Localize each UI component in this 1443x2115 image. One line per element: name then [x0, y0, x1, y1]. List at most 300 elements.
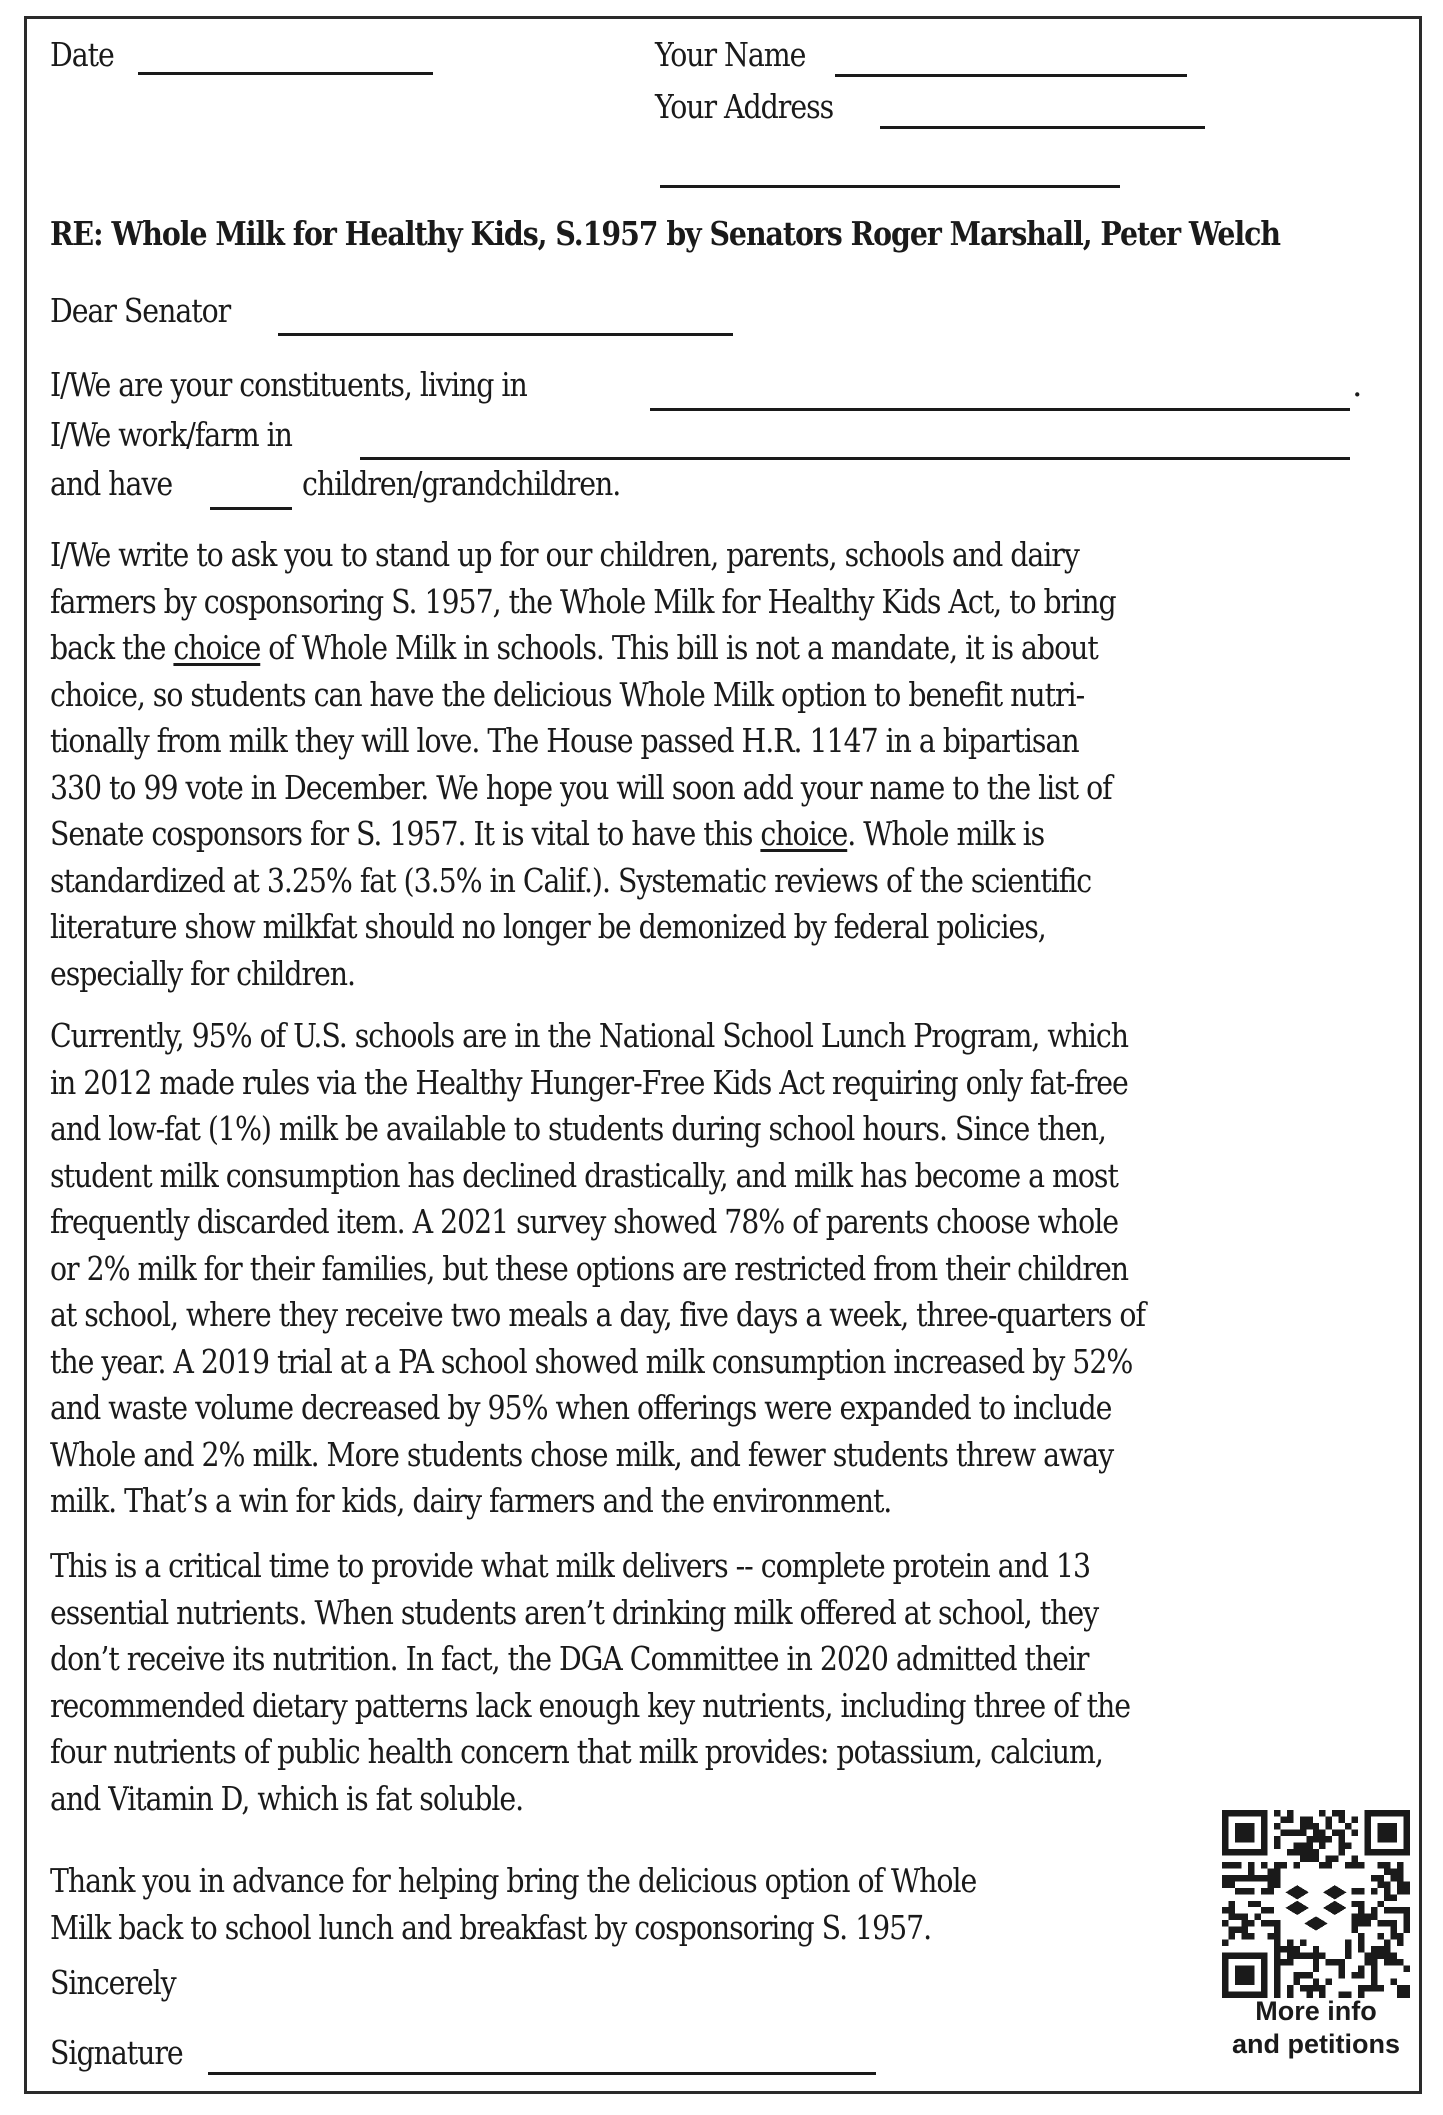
text-run: of Whole Milk in schools. This bill is not a mandate, it is about: [260, 628, 1098, 667]
qr-module: [1267, 1888, 1273, 1894]
qr-module: [1235, 1875, 1241, 1881]
your-name-field[interactable]: [835, 74, 1187, 77]
qr-module: [1248, 1875, 1254, 1881]
qr-module: [1326, 1816, 1332, 1822]
qr-module: [1241, 1888, 1247, 1894]
qr-module: [1352, 1927, 1358, 1933]
qr-module: [1222, 1875, 1228, 1881]
text-line: standardized at 3.25% fat (3.5% in Calif.). Systematic reviews of the scientific: [50, 860, 1092, 900]
qr-module: [1391, 1894, 1397, 1900]
qr-module: [1228, 1881, 1234, 1887]
qr-module: [1378, 1985, 1384, 1991]
qr-module: [1274, 1966, 1280, 1972]
your-name-label: Your Name: [655, 35, 806, 74]
qr-module: [1313, 1855, 1319, 1861]
qr-caption-line1: More info: [1255, 1996, 1377, 2026]
qr-module: [1235, 1966, 1254, 1985]
qr-module: [1352, 1972, 1358, 1978]
qr-module: [1391, 1933, 1397, 1939]
salutation: Dear Senator: [50, 291, 231, 330]
qr-module: [1378, 1933, 1384, 1939]
qr-module: [1326, 1979, 1332, 1985]
qr-module: [1235, 1862, 1241, 1868]
qr-module: [1404, 1927, 1410, 1933]
qr-module: [1378, 1953, 1384, 1959]
qr-module: [1306, 1842, 1312, 1848]
qr-module: [1267, 1907, 1273, 1913]
qr-module: [1274, 1920, 1280, 1926]
qr-module: [1267, 1933, 1273, 1939]
text-line: and Vitamin D, which is fat soluble.: [50, 1778, 524, 1818]
qr-module: [1306, 1849, 1312, 1855]
qr-module: [1287, 1810, 1293, 1816]
qr-module: [1254, 1914, 1260, 1920]
qr-module: [1378, 1881, 1384, 1887]
text-line: literature show milkfat should no longer be demonized by federal policies,: [50, 907, 1046, 946]
qr-module: [1326, 1862, 1332, 1868]
text-line: don’t receive its nutrition. In fact, the DGA Committee in 2020 admitted their: [50, 1639, 1089, 1678]
qr-module: [1274, 1862, 1280, 1868]
qr-module: [1241, 1875, 1247, 1881]
qr-module: [1371, 1972, 1377, 1978]
qr-module: [1384, 1888, 1390, 1894]
qr-module: [1397, 1907, 1403, 1913]
text-line: Whole and 2% milk. More students chose milk, and fewer students threw away: [50, 1434, 1114, 1474]
date-field[interactable]: [138, 72, 433, 75]
qr-module: [1378, 1862, 1384, 1868]
qr-module: [1280, 1829, 1286, 1835]
qr-module: [1313, 1959, 1319, 1965]
qr-module: [1397, 1881, 1403, 1887]
qr-module: [1384, 1959, 1390, 1965]
qr-module: [1371, 1985, 1377, 1991]
qr-module: [1254, 1901, 1260, 1907]
text-run: Senate cosponsors for S. 1957. It is vital to have this: [50, 814, 761, 853]
qr-module: [1300, 1985, 1306, 1991]
qr-module: [1293, 1979, 1299, 1985]
qr-module: [1384, 1946, 1390, 1952]
qr-module: [1293, 1842, 1299, 1848]
qr-module: [1300, 1953, 1306, 1959]
qr-module: [1313, 1823, 1319, 1829]
qr-module: [1352, 1888, 1358, 1894]
text-line: Milk back to school lunch and breakfast by cosponsoring S. 1957.: [50, 1907, 932, 1947]
text-line: milk. That’s a win for kids, dairy farmers and the environment.: [50, 1481, 892, 1520]
qr-module: [1274, 1810, 1280, 1816]
qr-module: [1397, 1888, 1403, 1894]
qr-module: [1404, 1966, 1410, 1972]
emphasis-choice: choice: [760, 814, 848, 853]
qr-module: [1300, 1940, 1306, 1946]
qr-module: [1300, 1842, 1306, 1848]
qr-module: [1391, 1907, 1397, 1913]
text-line: or 2% milk for their families, but these options are restricted from their children: [50, 1248, 1128, 1288]
qr-module: [1397, 1959, 1403, 1965]
qr-module: [1404, 1907, 1410, 1913]
qr-module: [1274, 1985, 1280, 1991]
qr-module: [1267, 1875, 1273, 1881]
qr-module: [1345, 1823, 1351, 1829]
qr-module: [1306, 1953, 1312, 1959]
qr-module: [1404, 1920, 1410, 1926]
text-line: student milk consumption has declined drastically, and milk has become a most: [50, 1155, 1118, 1195]
qr-module: [1261, 1907, 1267, 1913]
work-farm-field[interactable]: [360, 457, 1350, 460]
qr-module: [1339, 1836, 1345, 1842]
qr-module: [1378, 1875, 1384, 1881]
qr-module: [1358, 1940, 1364, 1946]
qr-module: [1228, 1862, 1234, 1868]
intro-children-text: children/grandchildren.: [302, 464, 621, 503]
qr-module: [1274, 1940, 1280, 1946]
qr-module: [1391, 1979, 1397, 1985]
qr-module: [1365, 1914, 1371, 1920]
qr-module: [1287, 1953, 1293, 1959]
qr-module: [1352, 1901, 1358, 1907]
qr-module: [1326, 1959, 1332, 1965]
subject-line: RE: Whole Milk for Healthy Kids, S.1957 by Senators Roger Marshall, Peter Welch: [50, 214, 1281, 253]
qr-module: [1358, 1901, 1364, 1907]
qr-module: [1293, 1849, 1299, 1855]
qr-module: [1280, 1816, 1286, 1822]
qr-module: [1391, 1868, 1397, 1874]
qr-module: [1300, 1972, 1306, 1978]
qr-module: [1345, 1953, 1351, 1959]
text-line: Currently, 95% of U.S. schools are in the National School Lunch Program, which: [50, 1016, 1129, 1055]
qr-module: [1358, 1862, 1364, 1868]
qr-module: [1274, 1836, 1280, 1842]
qr-module: [1280, 1959, 1286, 1965]
qr-module: [1404, 1914, 1410, 1920]
qr-module: [1300, 1816, 1306, 1822]
qr-module: [1274, 1953, 1280, 1959]
your-address-label: Your Address: [655, 87, 834, 126]
qr-module: [1397, 1985, 1403, 1991]
qr-module: [1267, 1881, 1273, 1887]
closing: Sincerely: [50, 1963, 176, 2002]
qr-module: [1332, 1829, 1338, 1835]
qr-module: [1326, 1855, 1332, 1861]
qr-module: [1300, 1823, 1306, 1829]
qr-module: [1287, 1946, 1293, 1952]
your-address-field[interactable]: [880, 126, 1205, 129]
qr-module: [1241, 1920, 1247, 1926]
qr-module: [1332, 1855, 1338, 1861]
qr-module: [1378, 1946, 1384, 1952]
qr-module: [1293, 1829, 1299, 1835]
text-line: [50, 625, 1443, 672]
qr-module: [1248, 1888, 1254, 1894]
qr-module: [1274, 1959, 1280, 1965]
qr-module: [1371, 1914, 1377, 1920]
text-line: and low-fat (1%) milk be available to students during school hours. Since then,: [50, 1109, 1106, 1148]
qr-module: [1358, 1946, 1364, 1952]
qr-module: [1404, 1888, 1410, 1894]
qr-module: [1332, 1810, 1338, 1816]
qr-module: [1248, 1862, 1254, 1868]
qr-module: [1274, 1881, 1280, 1887]
qr-module: [1371, 1979, 1377, 1985]
qr-module: [1319, 1829, 1325, 1835]
qr-module: [1248, 1933, 1254, 1939]
qr-module: [1384, 1868, 1390, 1874]
qr-module: [1391, 1927, 1397, 1933]
qr-module: [1222, 1920, 1228, 1926]
text-line: [50, 811, 1443, 858]
qr-module: [1306, 1823, 1312, 1829]
qr-module: [1300, 1829, 1306, 1835]
qr-module: [1371, 1907, 1377, 1913]
qr-module: [1228, 1933, 1234, 1939]
qr-module: [1300, 1849, 1306, 1855]
text-line: frequently discarded item. A 2021 survey showed 78% of parents choose whole: [50, 1202, 1119, 1241]
qr-module: [1280, 1946, 1286, 1952]
qr-module: [1241, 1933, 1247, 1939]
qr-module: [1358, 1985, 1364, 1991]
text-line: the year. A 2019 trial at a PA school showed milk consumption increased by 52%: [50, 1341, 1133, 1381]
text-line: Thank you in advance for helping bring the delicious option of Whole: [50, 1861, 977, 1900]
qr-module: [1358, 1920, 1364, 1926]
qr-module: [1358, 1888, 1364, 1894]
qr-module: [1397, 1940, 1403, 1946]
qr-module: [1391, 1875, 1397, 1881]
qr-module: [1358, 1914, 1364, 1920]
qr-module: [1261, 1862, 1267, 1868]
qr-module: [1274, 1972, 1280, 1978]
qr-module: [1326, 1823, 1332, 1829]
qr-module: [1235, 1888, 1241, 1894]
qr-module: [1397, 1933, 1403, 1939]
qr-module: [1339, 1842, 1345, 1848]
text-run: back the: [50, 628, 174, 667]
qr-module: [1228, 1927, 1234, 1933]
qr-module: [1352, 1855, 1358, 1861]
qr-module: [1287, 1985, 1293, 1991]
intro-living-text: I/We are your constituents, living in: [50, 365, 527, 404]
qr-module: [1274, 1842, 1280, 1848]
paragraph-request: [50, 532, 1443, 997]
qr-module: [1248, 1920, 1254, 1926]
qr-module: [1313, 1946, 1319, 1952]
qr-module: [1280, 1862, 1286, 1868]
qr-caption-line2: and petitions: [1232, 2029, 1400, 2059]
qr-module: [1313, 1849, 1319, 1855]
qr-module: [1345, 1946, 1351, 1952]
qr-module: [1313, 1829, 1319, 1835]
qr-module: [1300, 1855, 1306, 1861]
children-count-field[interactable]: [210, 507, 292, 510]
text-line: recommended dietary patterns lack enough key nutrients, including three of the: [50, 1685, 1131, 1725]
qr-module: [1313, 1966, 1319, 1972]
qr-module: [1241, 1914, 1247, 1920]
qr-module: [1339, 1816, 1345, 1822]
qr-module: [1261, 1875, 1267, 1881]
qr-module: [1293, 1946, 1299, 1952]
qr-module: [1391, 1920, 1397, 1926]
text-line: I/We write to ask you to stand up for our children, parents, schools and dairy: [50, 535, 1079, 574]
qr-module: [1293, 1862, 1299, 1868]
text-line: especially for children.: [50, 953, 355, 993]
qr-module: [1404, 1881, 1410, 1887]
qr-module: [1358, 1972, 1364, 1978]
qr-module: [1378, 1823, 1397, 1842]
text-line: in 2012 made rules via the Healthy Hunger-Free Kids Act requiring only fat-free: [50, 1062, 1128, 1102]
qr-module: [1287, 1829, 1293, 1835]
qr-module: [1365, 1985, 1371, 1991]
qr-module: [1319, 1810, 1325, 1816]
qr-module: [1339, 1966, 1345, 1972]
text-line: four nutrients of public health concern that milk provides: potassium, calcium,: [50, 1732, 1103, 1771]
qr-module: [1319, 1953, 1325, 1959]
signature-label: Signature: [50, 2033, 183, 2072]
qr-module: [1352, 1920, 1358, 1926]
qr-module: [1293, 1972, 1299, 1978]
qr-module: [1306, 1855, 1312, 1861]
qr-module: [1404, 1985, 1410, 1991]
text-line: 330 to 99 vote in December. We hope you will soon add your name to the list of: [50, 767, 1112, 807]
qr-module: [1235, 1914, 1241, 1920]
text-line: tionally from milk they will love. The House passed H.R. 1147 in a bipartisan: [50, 721, 1079, 760]
qr-module: [1352, 1829, 1358, 1835]
qr-code[interactable]: [1222, 1810, 1410, 1998]
qr-module: [1397, 1862, 1403, 1868]
qr-module: [1345, 1842, 1351, 1848]
qr-module: [1228, 1907, 1234, 1913]
qr-module: [1384, 1894, 1390, 1900]
qr-module: [1319, 1985, 1325, 1991]
qr-module: [1287, 1940, 1293, 1946]
qr-module: [1319, 1836, 1325, 1842]
qr-module: [1306, 1972, 1312, 1978]
text-line: farmers by cosponsoring S. 1957, the Whole Milk for Healthy Kids Act, to bring: [50, 581, 1116, 621]
qr-module: [1339, 1810, 1345, 1816]
qr-module: [1293, 1953, 1299, 1959]
your-address-field-line2[interactable]: [660, 185, 1120, 188]
qr-module: [1358, 1933, 1364, 1939]
text-run: . Whole milk is: [847, 814, 1045, 853]
qr-module: [1391, 1953, 1397, 1959]
qr-module: [1384, 1940, 1390, 1946]
qr-module: [1248, 1868, 1254, 1874]
qr-module: [1306, 1836, 1312, 1842]
text-line: at school, where they receive two meals a day, five days a week, three-quarters of: [50, 1295, 1145, 1334]
qr-module: [1274, 1823, 1280, 1829]
qr-module: [1274, 1933, 1280, 1939]
qr-module: [1378, 1920, 1384, 1926]
text-line: This is a critical time to provide what milk delivers -- complete protein and 13: [50, 1546, 1091, 1585]
qr-module: [1326, 1836, 1332, 1842]
qr-module: [1365, 1959, 1371, 1965]
qr-module: [1274, 1875, 1280, 1881]
qr-module: [1287, 1816, 1293, 1822]
qr-module: [1228, 1901, 1234, 1907]
qr-module: [1345, 1940, 1351, 1946]
qr-module: [1384, 1862, 1390, 1868]
qr-module: [1319, 1842, 1325, 1848]
qr-module: [1352, 1816, 1358, 1822]
emphasis-choice: choice: [173, 628, 261, 667]
qr-module: [1267, 1868, 1273, 1874]
qr-module: [1339, 1849, 1345, 1855]
qr-module: [1235, 1823, 1254, 1842]
qr-module: [1313, 1985, 1319, 1991]
qr-module: [1384, 1881, 1390, 1887]
qr-module: [1306, 1985, 1312, 1991]
paragraph-nutrition: [50, 1543, 1443, 1822]
qr-module: [1391, 1959, 1397, 1965]
qr-module: [1371, 1875, 1377, 1881]
qr-module: [1313, 1953, 1319, 1959]
qr-module: [1241, 1927, 1247, 1933]
intro-living-period: .: [1352, 365, 1362, 404]
qr-module: [1352, 1914, 1358, 1920]
qr-module: [1287, 1959, 1293, 1965]
qr-module: [1332, 1959, 1338, 1965]
qr-module: [1222, 1940, 1228, 1946]
qr-module: [1306, 1816, 1312, 1822]
paragraph-background: [50, 1013, 1443, 1525]
senator-name-field[interactable]: [278, 333, 733, 336]
qr-module: [1365, 1953, 1371, 1959]
qr-module: [1358, 1907, 1364, 1913]
qr-module: [1261, 1888, 1267, 1894]
qr-module: [1261, 1920, 1267, 1926]
qr-caption: [1210, 1995, 1422, 2061]
qr-module: [1274, 1946, 1280, 1952]
qr-module: [1274, 1927, 1280, 1933]
qr-module: [1274, 1868, 1280, 1874]
qr-module: [1319, 1862, 1325, 1868]
qr-module: [1384, 1920, 1390, 1926]
qr-module: [1365, 1920, 1371, 1926]
qr-module: [1384, 1907, 1390, 1913]
qr-module: [1228, 1875, 1234, 1881]
qr-module: [1274, 1979, 1280, 1985]
qr-module: [1397, 1868, 1403, 1874]
qr-module: [1222, 1881, 1228, 1887]
qr-module: [1352, 1862, 1358, 1868]
text-line: essential nutrients. When students aren’t drinking milk offered at school, they: [50, 1592, 1099, 1632]
qr-module: [1222, 1907, 1228, 1913]
qr-module: [1345, 1862, 1351, 1868]
qr-module: [1254, 1875, 1260, 1881]
qr-module: [1267, 1920, 1273, 1926]
qr-module: [1371, 1888, 1377, 1894]
qr-module: [1235, 1927, 1241, 1933]
qr-module: [1378, 1901, 1384, 1907]
qr-module: [1228, 1914, 1234, 1920]
qr-module: [1371, 1959, 1377, 1965]
qr-module: [1248, 1901, 1254, 1907]
intro-have-text: and have: [50, 464, 173, 503]
qr-module: [1313, 1979, 1319, 1985]
qr-module: [1371, 1966, 1377, 1972]
living-in-field[interactable]: [650, 408, 1350, 411]
qr-module: [1339, 1972, 1345, 1978]
qr-module: [1287, 1849, 1293, 1855]
qr-module: [1384, 1953, 1390, 1959]
date-label: Date: [50, 35, 114, 74]
intro-work-text: I/We work/farm in: [50, 415, 292, 454]
qr-module: [1371, 1946, 1377, 1952]
signature-field[interactable]: [208, 2072, 876, 2075]
qr-module: [1339, 1959, 1345, 1965]
text-line: choice, so students can have the delicious Whole Milk option to benefit nutri-: [50, 674, 1085, 714]
qr-module: [1397, 1875, 1403, 1881]
qr-module: [1358, 1966, 1364, 1972]
text-line: and waste volume decreased by 95% when offerings were expanded to include: [50, 1388, 1112, 1427]
qr-module: [1222, 1862, 1228, 1868]
